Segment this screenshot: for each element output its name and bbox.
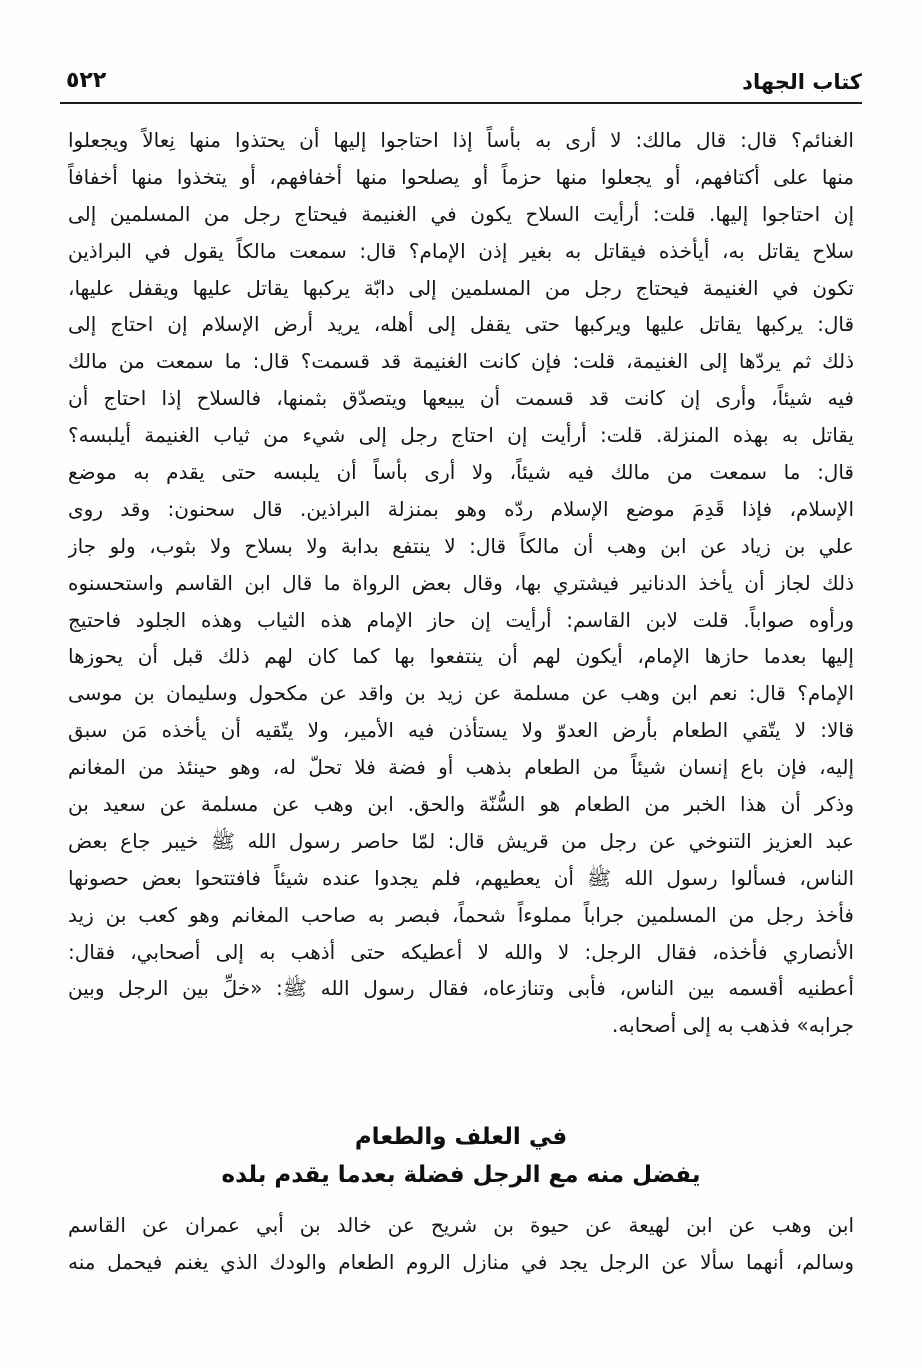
section-heading	[60, 1118, 862, 1194]
text-line: علي بن زياد عن ابن وهب أن مالكاً قال: لا ينتفع بدابة ولا بسلاح ولا بثوب، ولو جاز	[68, 533, 854, 558]
text-line: إليها بعدما حازها الإمام، أيكون لهم أن ينتفعوا بها كما كان لهم ذلك قبل أن يحوزها	[68, 644, 854, 669]
section-heading-subtitle: يفضل منه مع الرجل فضلة بعدما يقدم بلده	[221, 1162, 701, 1188]
text-line: قال: يركبها يقاتل عليها ويركبها حتى يقفل إلى أهله، يريد أرض الإسلام إن احتاج إلى	[68, 312, 854, 337]
section-text	[68, 1207, 854, 1281]
text-line: ورأوه صواباً. قلت لابن القاسم: أرأيت إن حاز الإمام هذه الثياب وهذه الجلود فاحتيج	[68, 607, 854, 632]
text-line: منها على أكتافهم، أو يجعلوا منها حزماً أو يصلحوا منها أخفافهم، أو يتخذوا منها أخفافاً	[68, 164, 854, 189]
text-line: الناس، فسألوا رسول الله ﷺ أن يعطيهم، فلم يجدوا عنده شيئاً فافتتحوا بعض حصونها	[68, 865, 854, 890]
text-line: ذلك لجاز أن يأخذ الدنانير فيشتري بها، وقال بعض الرواة ما قال ابن القاسم واستحسنوه	[68, 570, 854, 595]
text-line: أعطنيه أقسمه بين الناس، فأبى وتنازعاه، فقال رسول الله ﷺ: «خلِّ بين الرجل وبين	[68, 976, 854, 1001]
text-line: يقاتل به بهذه المنزلة. قلت: أرأيت إن احتاج رجل إلى شيء من ثياب الغنيمة أيلبسه؟	[68, 423, 854, 448]
text-line: وسالم، أنهما سألا عن الرجل يجد في منازل الروم الطعام والودك الذي يغنم فيحمل منه	[68, 1249, 854, 1274]
text-line: عبد العزيز التنوخي عن رجل من قريش قال: لمّا حاصر رسول الله ﷺ خيبر جاع بعض	[68, 828, 854, 853]
header-divider	[60, 102, 862, 104]
text-line: وذكر أن هذا الخبر من الطعام هو السُّنّة والحق. ابن وهب عن مسلمة عن سعيد بن	[68, 792, 854, 817]
text-line: الأنصاري فأخذه، فقال الرجل: لا والله لا أعطيكه حتى أذهب به إلى أصحابي، فقال:	[68, 939, 854, 964]
text-line: سلاح يقاتل به، أيأخذه فيقاتل به بغير إذن الإمام؟ قال: سمعت مالكاً يقول في البراذين	[68, 238, 854, 263]
text-line: فأخذ رجل من المسلمين جراباً مملوءاً شحماً، فبصر به صاحب المغانم وهو كعب بن زيد	[68, 902, 854, 927]
text-line: إليه، فإن باع إنسان شيئاً من الطعام بذهب أو فضة فلا تحلّ له، وهو حينئذ من المغانم	[68, 755, 854, 780]
text-line: قالا: لا يتّقي الطعام بأرض العدوّ ولا يستأذن فيه الأمير، ولا يتّقيه أن يأخذه مَن سبق	[68, 718, 854, 743]
text-line: الإمام؟ قال: نعم ابن وهب عن مسلمة عن زيد بن واقد عن مكحول وسليمان بن موسى	[68, 681, 854, 706]
text-line: الإسلام، فإذا قَدِمَ موضع الإسلام ردّه وهو بمنزلة البراذين. قال سحنون: وقد روى	[68, 496, 854, 521]
text-line: ذلك ثم يردّها إلى الغنيمة، قلت: فإن كانت الغنيمة قد قسمت؟ قال: ما سمعت من مالك	[68, 349, 854, 374]
text-line: إن احتاجوا إليها. قلت: أرأيت السلاح يكون في الغنيمة فيحتاج رجل من المسلمين إلى	[68, 201, 854, 226]
section-heading-title: في العلف والطعام	[354, 1124, 568, 1150]
main-text	[68, 122, 854, 1044]
text-line: الغنائم؟ قال: قال مالك: لا أرى به بأساً إذا احتاجوا إليها أن يحتذوا منها نِعالاً ويجعلوا	[68, 128, 854, 152]
text-line: فيه شيئاً، وأرى إن كانت قد قسمت أن يبيعها ويتصدّق بثمنها، فالسلاح إذا احتاج أن	[68, 386, 854, 411]
running-title: كتاب الجهاد	[742, 70, 862, 94]
page-number: ٥٢٢	[66, 68, 107, 93]
text-line: تكون في الغنيمة فيحتاج رجل من المسلمين إلى دابّة يركبها يقاتل عليها ويقفل عليها،	[68, 275, 854, 300]
page-header	[60, 58, 862, 104]
text-line: قال: ما سمعت من مالك فيه شيئاً، ولا أرى بأساً أن يلبسه حتى يقدم به موضع	[68, 460, 854, 485]
text-line: جرابه» فذهب به إلى أصحابه.	[612, 1013, 854, 1038]
text-line: ابن وهب عن ابن لهيعة عن حيوة بن شريح عن خالد بن أبي عمران عن القاسم	[68, 1213, 854, 1237]
